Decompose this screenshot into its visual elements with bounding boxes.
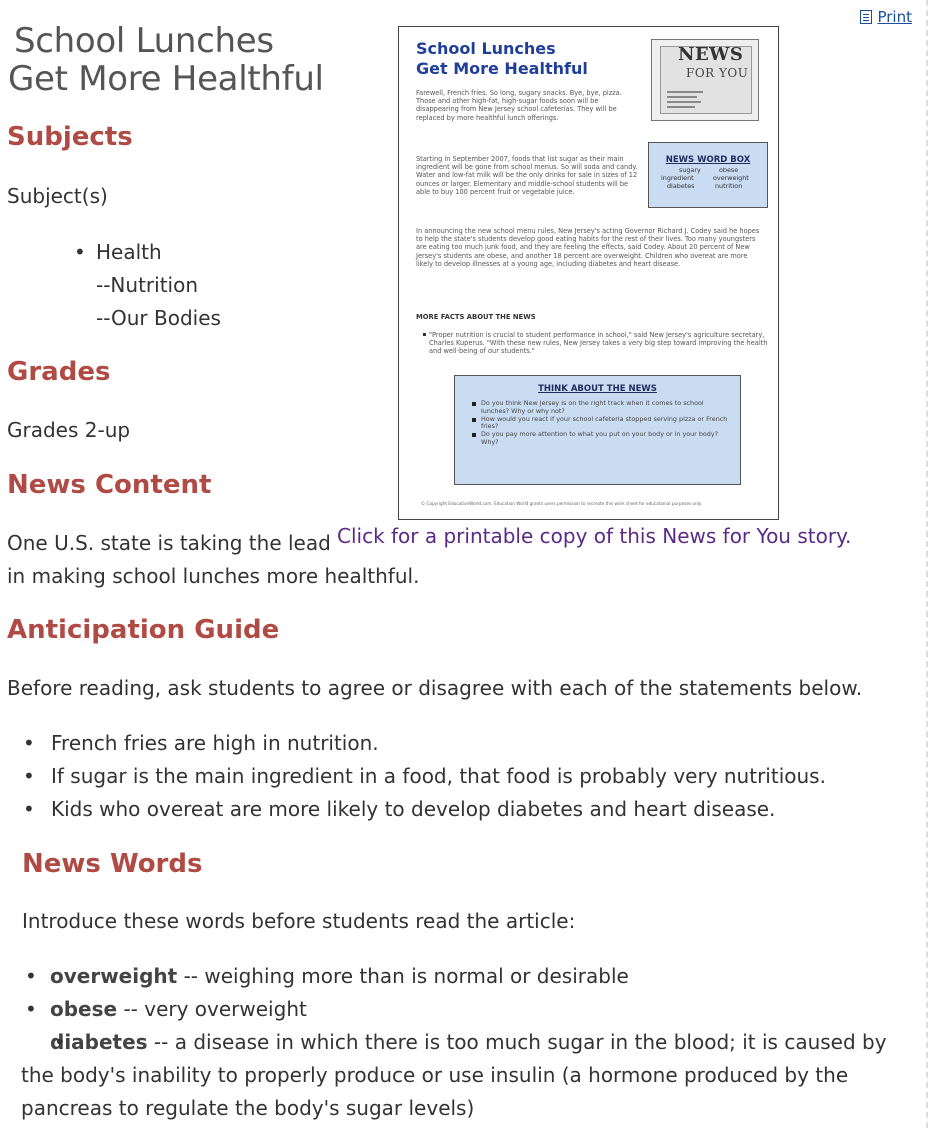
print-link[interactable] xyxy=(860,8,912,26)
logo-news-text: NEWS xyxy=(678,44,744,65)
think-question: Do you think New Jersey is on the right track when it comes to school lunches? Why or why not? xyxy=(481,400,733,416)
page-title-line1: School Lunches xyxy=(14,21,274,61)
worksheet-thumbnail[interactable] xyxy=(398,26,779,520)
thumbnail-paragraph-2: Starting in September 2007, foods that list sugar as their main ingredient will be gone from school menus. So will soda and candy. Water and low-fat milk will be the only drinks for sale in sizes of 12 ounces or larger. Elementary and middle-school students will be able to buy 100 percent fruit or vegetable juice. xyxy=(416,155,638,196)
word-box-word: diabetes xyxy=(667,182,695,190)
grades-heading: Grades xyxy=(7,357,111,387)
subject-subitem-nutrition: --Nutrition xyxy=(96,273,199,297)
bullet-icon xyxy=(423,333,426,336)
subjects-heading: Subjects xyxy=(7,122,133,152)
thumbnail-title-line1: School Lunches xyxy=(416,39,556,58)
word-definition: -- a disease in which there is too much sugar in the blood; it is caused by the body's inability to properly produce or use insulin (a hormone produced by the pancreas to regulate the body's sugar levels) xyxy=(21,1030,887,1120)
page-title xyxy=(8,22,324,98)
thumbnail-paragraph-1: Farewell, French fries. So long, sugary snacks. Bye, bye, pizza. Those and other high-fat, high-sugar foods soon will be disappearing from New Jersey school cafeterias. They will be replaced by more healthful lunch offerings. xyxy=(416,89,622,122)
word-definition: -- weighing more than is normal or desirable xyxy=(177,964,629,988)
news-content-heading: News Content xyxy=(7,470,212,500)
word-term: diabetes xyxy=(50,1030,148,1054)
list-item xyxy=(21,993,919,1026)
news-words-intro: Introduce these words before students read the article: xyxy=(22,909,576,933)
logo-for-you-text: FOR YOU xyxy=(686,66,749,80)
word-term: obese xyxy=(50,997,118,1021)
word-box-word: nutrition xyxy=(715,182,743,190)
news-words-list xyxy=(21,960,919,1125)
printable-copy-link[interactable]: Click for a printable copy of this News for You story. xyxy=(337,524,852,548)
anticipation-intro: Before reading, ask students to agree or disagree with each of the statements below. xyxy=(7,676,863,700)
subjects-label: Subject(s) xyxy=(7,184,108,208)
think-question: Do you pay more attention to what you put on your body or in your body? Why? xyxy=(481,431,733,447)
news-content-line1: One U.S. state is taking the lead xyxy=(7,531,331,555)
word-term: overweight xyxy=(50,964,178,988)
news-content-line2: in making school lunches more healthful. xyxy=(7,564,420,588)
list-item xyxy=(21,960,919,993)
print-icon[interactable] xyxy=(860,10,872,24)
word-definition: -- very overweight xyxy=(117,997,307,1021)
word-box-word: overweight xyxy=(713,174,749,182)
list-item: • French fries are high in nutrition. xyxy=(7,727,907,760)
think-about-the-news-box xyxy=(454,375,741,485)
subject-item-label: Health xyxy=(96,240,162,264)
thumbnail-title xyxy=(416,39,588,79)
thumbnail-title-line2: Get More Healthful xyxy=(416,59,588,78)
list-item: • If sugar is the main ingredient in a food, that food is probably very nutritious. xyxy=(7,760,907,793)
list-item xyxy=(21,1026,919,1125)
anticipation-guide-heading: Anticipation Guide xyxy=(7,615,280,645)
thumbnail-paragraph-3: In announcing the new school menu rules, New Jersey's acting Governor Richard J. Codey said he hopes to help the state's students develop good eating habits for the rest of their lives. Too many youngsters are eating too much junk food, and they are feeling the effects, said Codey. About 20 percent of New Jersey's students are obese, and another 18 percent are overweight. Children who overeat are more likely to develop illnesses at a young age, including diabetes and heart disease. xyxy=(416,227,760,268)
print-label[interactable]: Print xyxy=(877,8,912,26)
list-item: • Kids who overeat are more likely to develop diabetes and heart disease. xyxy=(7,793,907,826)
more-facts-text: "Proper nutrition is crucial to student performance in school," said New Jersey's agriculture secretary, Charles Kuperus. "With these new rules, New Jersey takes a very big step toward improving the health and well-being of our students." xyxy=(429,331,768,356)
word-box-word: sugary xyxy=(679,166,701,174)
more-facts-quote xyxy=(429,331,769,356)
news-word-box xyxy=(648,142,768,208)
subject-subitem-our-bodies: --Our Bodies xyxy=(96,306,221,330)
anticipation-statements xyxy=(7,727,907,826)
word-box-word: obese xyxy=(719,166,739,174)
thumbnail-copyright: © Copyright EducationWorld.com. Education World grants users permission to recreate this work sheet for educational purposes only. xyxy=(421,501,703,506)
page-title-line2: Get More Healthful xyxy=(8,59,324,99)
subject-item-health xyxy=(74,236,221,335)
news-words-heading: News Words xyxy=(22,849,203,879)
news-for-you-logo xyxy=(651,39,759,121)
word-box-heading: NEWS WORD BOX xyxy=(665,155,751,165)
word-box-word: ingredient xyxy=(661,174,694,182)
bullet-icon: • xyxy=(74,240,86,264)
more-facts-heading: MORE FACTS ABOUT THE NEWS xyxy=(416,313,536,321)
think-heading: THINK ABOUT THE NEWS xyxy=(538,384,657,394)
grades-text: Grades 2-up xyxy=(7,418,131,442)
think-question: How would you react if your school cafeteria stopped serving pizza or French fries? xyxy=(481,416,733,432)
